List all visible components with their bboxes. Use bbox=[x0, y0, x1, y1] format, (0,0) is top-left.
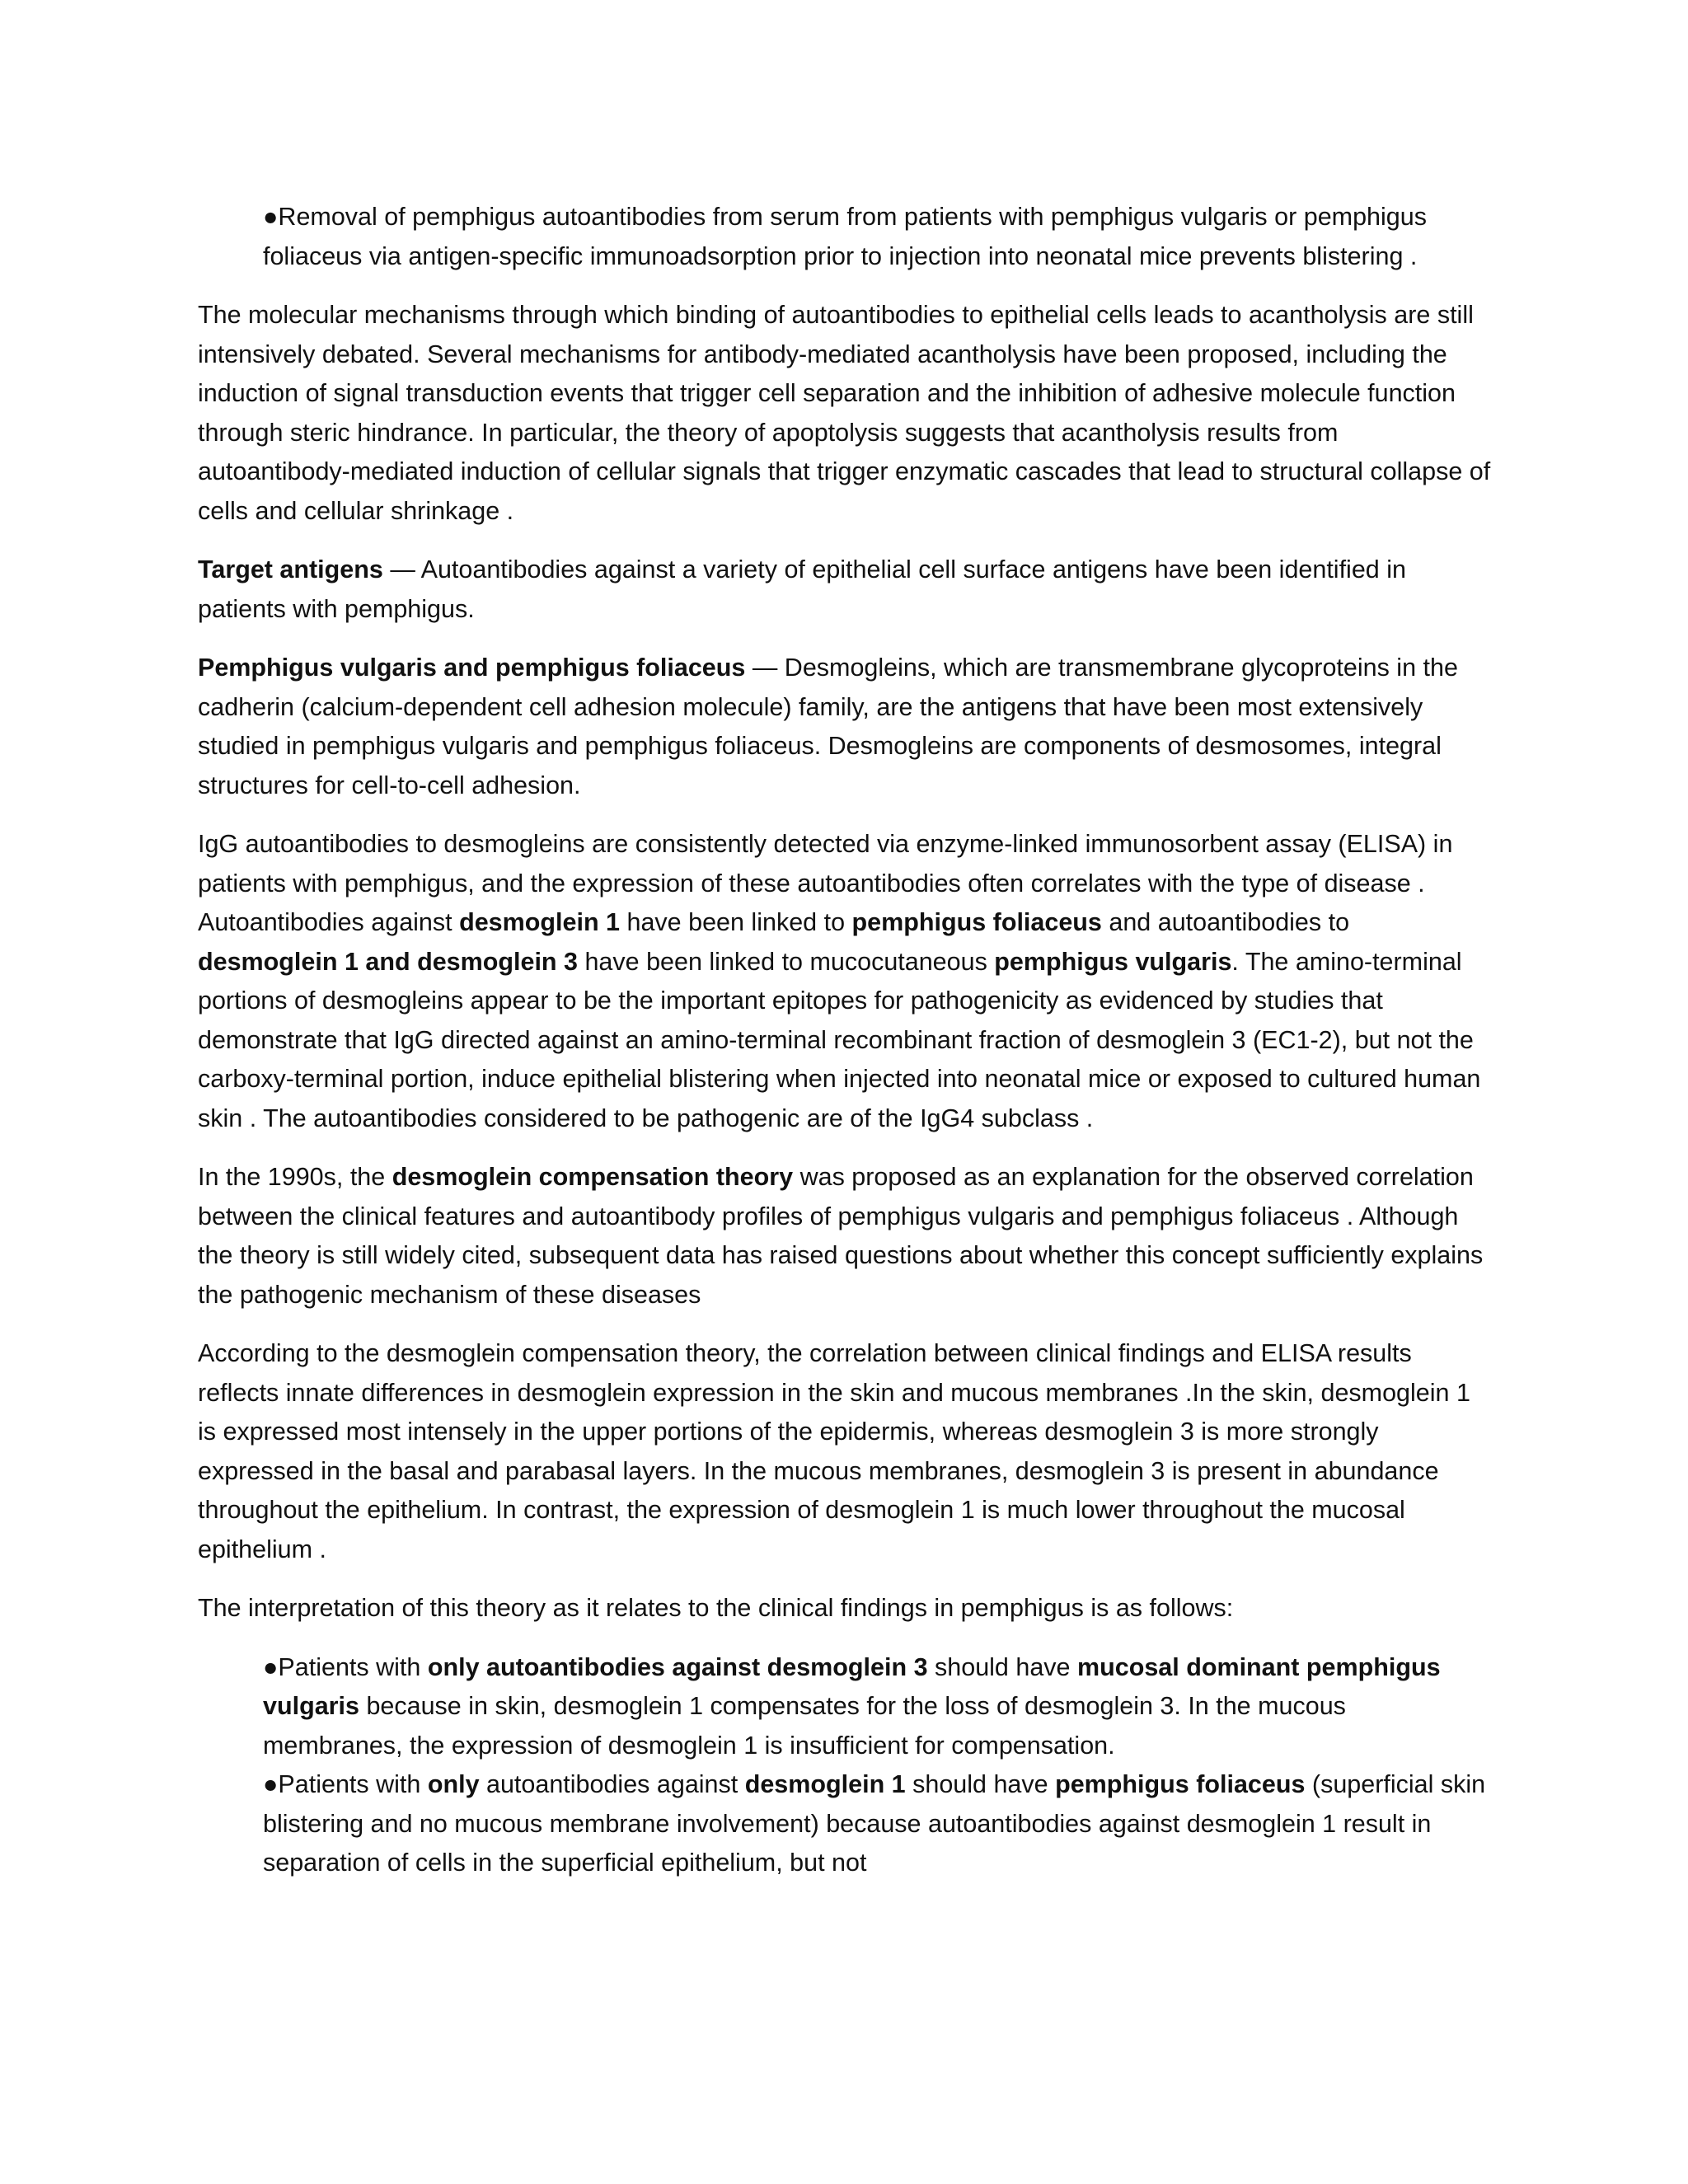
bold-only: only bbox=[427, 1770, 480, 1798]
bold-desmoglein-1: desmoglein 1 bbox=[459, 908, 621, 936]
bold-desmoglein-1: desmoglein 1 bbox=[744, 1770, 906, 1798]
paragraph-compensation-theory bbox=[198, 1158, 1492, 1315]
paragraph-igg-autoantibodies bbox=[198, 825, 1492, 1138]
paragraph-interpretation: The interpretation of this theory as it relates to the clinical findings in pemphigus is as follows: bbox=[198, 1594, 1234, 1622]
text-span: and autoantibodies to bbox=[1101, 908, 1350, 936]
paragraph-pv-pf bbox=[198, 649, 1492, 805]
bold-desmoglein-1-and-3: desmoglein 1 and desmoglein 3 bbox=[198, 947, 578, 976]
heading-target-antigens: Target antigens bbox=[198, 555, 383, 583]
text-span: should have bbox=[927, 1652, 1077, 1681]
bullet-list bbox=[198, 1648, 1492, 1883]
heading-pv-pf: Pemphigus vulgaris and pemphigus foliaceus bbox=[198, 654, 746, 682]
bullet-desmoglein-1 bbox=[263, 1765, 1492, 1883]
text-span: should have bbox=[905, 1770, 1056, 1798]
document-body bbox=[198, 198, 1492, 1903]
paragraph-molecular-mechanisms: The molecular mechanisms through which binding of autoantibodies to epithelial cells leads to acantholysis are still intensively debated. Several mechanisms for antibody-mediated acantholysis have been proposed, including the induction of signal transduction events that trigger cell separation and the inhibition of adhesive molecule function through steric hindrance. In particular, the theory of apoptolysis suggests that acantholysis results from autoantibody-mediated induction of cellular signals that trigger enzymatic cascades that lead to structural collapse of cells and cellular shrinkage . bbox=[198, 301, 1491, 525]
paragraph-target-antigens bbox=[198, 551, 1492, 629]
bold-pemphigus-vulgaris: pemphigus vulgaris bbox=[994, 947, 1232, 976]
bold-only-dsg3: only autoantibodies against desmoglein 3 bbox=[427, 1652, 928, 1681]
text-span: have been linked to bbox=[620, 908, 852, 936]
text-span: have been linked to mucocutaneous bbox=[578, 947, 995, 976]
bullet-immunoadsorption: ●Removal of pemphigus autoantibodies from serum from patients with pemphigus vulgaris or pemphigus foliaceus via antigen-specific immunoadsorption prior to injection into neonatal mice prevents blistering . bbox=[263, 203, 1427, 270]
text-span: because in skin, desmoglein 1 compensates for the loss of desmoglein 3. In the mucous membranes, the expression of desmoglein 1 is insufficient for compensation. bbox=[263, 1692, 1346, 1760]
target-antigens-text: — Autoantibodies against a variety of epithelial cell surface antigens have been identified in patients with pemphigus. bbox=[198, 555, 1406, 623]
bullet-desmoglein-3 bbox=[263, 1648, 1492, 1766]
text-span: ●Patients with bbox=[263, 1770, 428, 1798]
text-span: was proposed as an explanation for the observed correlation between the clinical features and autoantibody profiles of pemphigus vulgaris and pemphigus foliaceus . Although the theory is still widely cited, subsequent data has raised questions about whether this concept sufficiently explains the pathogenic mechanism of these diseases bbox=[198, 1163, 1484, 1309]
text-span: IgG autoantibodies to desmogleins are consistently detected via enzyme-linked immunosorbent assay (ELISA) in patients with pemphigus, and the expression of these autoantibodies often correlates with the type of disease . Autoantibodies against bbox=[198, 830, 1453, 936]
text-span: . The amino-terminal portions of desmogleins appear to be the important epitopes for pathogenicity as evidenced by studies that demonstrate that IgG directed against an amino-terminal recombinant fraction of desmoglein 3 (EC1-2), but not the carboxy-terminal portion, induce epithelial blistering when injected into neonatal mice or exposed to cultured human skin . The autoantibodies considered to be pathogenic are of the IgG4 subclass . bbox=[198, 947, 1481, 1132]
text-span: (superficial skin blistering and no mucous membrane involvement) because autoantibodies against desmoglein 1 result in separation of cells in the superficial epithelium, but not bbox=[263, 1770, 1486, 1877]
bold-pemphigus-foliaceus: pemphigus foliaceus bbox=[1055, 1770, 1306, 1798]
bold-compensation-theory: desmoglein compensation theory bbox=[392, 1163, 794, 1191]
text-span: autoantibodies against bbox=[479, 1770, 745, 1798]
bold-mucosal-dominant-pv: mucosal dominant pemphigus vulgaris bbox=[263, 1652, 1441, 1720]
paragraph-correlation: According to the desmoglein compensation theory, the correlation between clinical findings and ELISA results reflects innate differences in desmoglein expression in the skin and mucous membranes .In the skin, desmoglein 1 is expressed most intensely in the upper portions of the epidermis, whereas desmoglein 3 is more strongly expressed in the basal and parabasal layers. In the mucous membranes, desmoglein 3 is present in abundance throughout the epithelium. In contrast, the expression of desmoglein 1 is much lower throughout the mucosal epithelium . bbox=[198, 1339, 1470, 1563]
text-span: In the 1990s, the bbox=[198, 1163, 392, 1191]
pv-pf-text: — Desmogleins, which are transmembrane glycoproteins in the cadherin (calcium-dependent cell adhesion molecule) family, are the antigens that have been most extensively studied in pemphigus vulgaris and pemphigus foliaceus. Desmogleins are components of desmosomes, integral structures for cell-to-cell adhesion. bbox=[198, 654, 1458, 799]
text-span: ●Patients with bbox=[263, 1652, 428, 1681]
bold-pemphigus-foliaceus: pemphigus foliaceus bbox=[851, 908, 1102, 936]
